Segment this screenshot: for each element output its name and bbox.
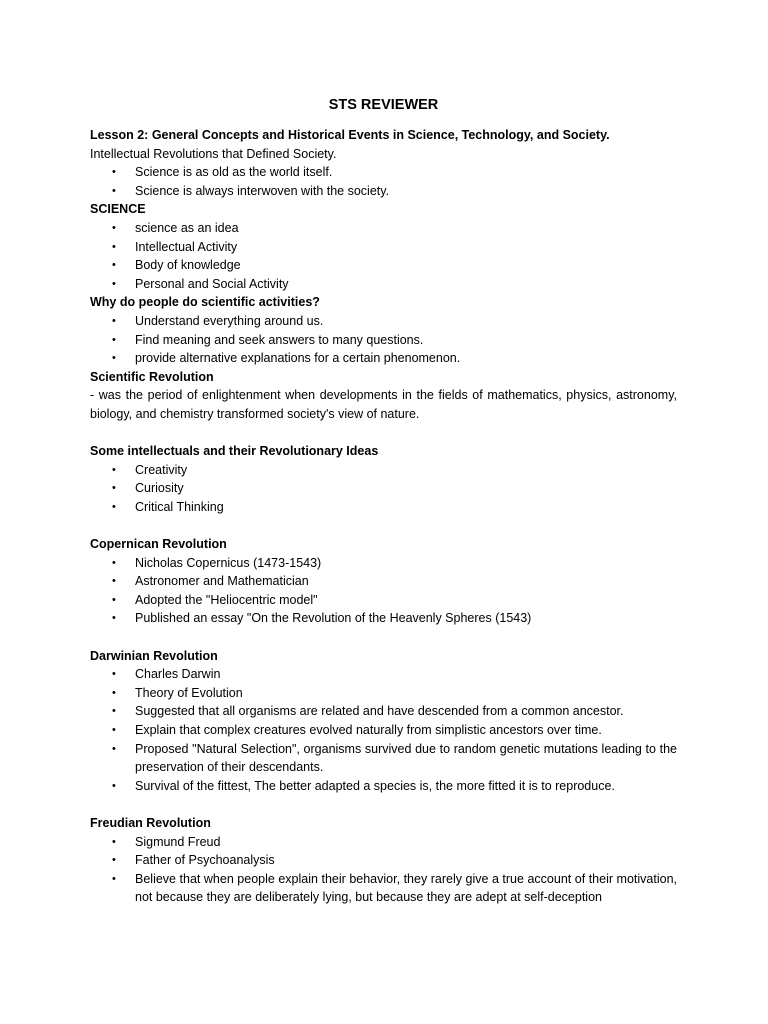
freudian-list xyxy=(90,833,677,907)
freudian-heading: Freudian Revolution xyxy=(90,815,211,830)
list-item-text: Sigmund Freud xyxy=(135,834,221,849)
list-item xyxy=(90,182,677,201)
list-item-text: Understand everything around us. xyxy=(135,313,324,328)
bullet-icon: • xyxy=(112,352,116,365)
list-item-text: Believe that when people explain their behavior, they rarely give a true account of their motivation, not because they are deliberately lying, but because they are adept at self-deception xyxy=(135,871,677,905)
bullet-icon: • xyxy=(112,742,116,755)
bullet-icon: • xyxy=(112,556,116,569)
why-heading: Why do people do scientific activities? xyxy=(90,295,320,310)
list-item xyxy=(90,275,677,294)
bullet-icon: • xyxy=(112,705,116,718)
list-item xyxy=(90,498,677,517)
list-item-text: Adopted the "Heliocentric model" xyxy=(135,592,318,607)
list-item xyxy=(90,851,677,870)
list-item xyxy=(90,572,677,591)
bullet-icon: • xyxy=(112,221,116,234)
list-item-text: Curiosity xyxy=(135,481,184,496)
list-item-text: Body of knowledge xyxy=(135,258,241,273)
document-title: STS REVIEWER xyxy=(328,97,439,113)
list-item-text: Survival of the fittest, The better adapted a species is, the more fitted it is to reproduce. xyxy=(135,778,615,793)
why-list xyxy=(90,312,677,368)
list-item xyxy=(90,702,677,721)
list-item xyxy=(90,219,677,238)
list-item xyxy=(90,331,677,350)
scientific-revolution-text: - was the period of enlightenment when developments in the fields of mathematics, physics, astronomy, biology, and chemistry transformed society's view of nature. xyxy=(90,388,677,421)
list-item-text: Proposed "Natural Selection", organisms survived due to random genetic mutations leading to the preservation of their descendants. xyxy=(135,741,677,775)
bullet-icon: • xyxy=(112,575,116,588)
bullet-icon: • xyxy=(112,482,116,495)
bullet-icon: • xyxy=(112,277,116,290)
list-item xyxy=(90,870,677,907)
bullet-icon: • xyxy=(112,724,116,736)
list-item-text: Critical Thinking xyxy=(135,499,224,514)
bullet-icon: • xyxy=(112,500,116,513)
science-list xyxy=(90,219,677,293)
bullet-icon: • xyxy=(112,333,116,346)
list-item-text: Suggested that all organisms are related and have descended from a common ancestor. xyxy=(135,704,624,719)
intro-text: Intellectual Revolutions that Defined Society. xyxy=(90,146,337,161)
spacer xyxy=(90,628,677,647)
scientific-revolution-heading: Scientific Revolution xyxy=(90,369,214,384)
list-item-text: Find meaning and seek answers to many questions. xyxy=(135,332,424,347)
list-item xyxy=(90,609,677,628)
list-item xyxy=(90,591,677,610)
bullet-icon: • xyxy=(112,259,116,272)
lesson-heading: Lesson 2: General Concepts and Historical Events in Science, Technology, and Society. xyxy=(90,128,610,142)
list-item-text: Nicholas Copernicus (1473-1543) xyxy=(135,555,322,570)
list-item xyxy=(90,665,677,684)
intellectuals-heading: Some intellectuals and their Revolutionary Ideas xyxy=(90,444,379,459)
bullet-icon: • xyxy=(112,593,116,606)
bullet-icon: • xyxy=(112,779,116,792)
list-item xyxy=(90,721,677,740)
science-heading: SCIENCE xyxy=(90,202,146,217)
list-item-text: science as an idea xyxy=(135,220,239,235)
list-item xyxy=(90,256,677,275)
list-item-text: Published an essay "On the Revolution of the Heavenly Spheres (1543) xyxy=(135,611,532,626)
list-item xyxy=(90,163,677,182)
bullet-icon: • xyxy=(112,668,116,681)
bullet-icon: • xyxy=(112,463,116,476)
list-item-text: Creativity xyxy=(135,462,188,477)
bullet-icon: • xyxy=(112,872,116,885)
list-item-text: Charles Darwin xyxy=(135,667,221,682)
copernican-list xyxy=(90,554,677,628)
list-item xyxy=(90,479,677,498)
list-item-text: Father of Psychoanalysis xyxy=(135,853,275,868)
bullet-icon: • xyxy=(112,854,116,867)
list-item-text: Science is as old as the world itself. xyxy=(135,165,333,180)
bullet-icon: • xyxy=(112,314,116,327)
list-item xyxy=(90,312,677,331)
bullet-icon: • xyxy=(112,612,116,625)
spacer xyxy=(90,424,677,443)
list-item-text: Explain that complex creatures evolved naturally from simplistic ancestors over time. xyxy=(135,723,602,737)
darwinian-list xyxy=(90,665,677,795)
bullet-icon: • xyxy=(112,184,116,197)
copernican-heading: Copernican Revolution xyxy=(90,537,227,552)
list-item xyxy=(90,833,677,852)
list-item-text: Theory of Evolution xyxy=(135,685,243,700)
list-item-text: Personal and Social Activity xyxy=(135,276,289,291)
bullet-icon: • xyxy=(112,686,116,699)
list-item-text: Science is always interwoven with the society. xyxy=(135,183,390,198)
intro-list xyxy=(90,163,677,200)
list-item xyxy=(90,461,677,480)
darwinian-heading: Darwinian Revolution xyxy=(90,648,218,663)
intellectuals-list xyxy=(90,461,677,517)
list-item-text: Intellectual Activity xyxy=(135,239,238,254)
list-item xyxy=(90,777,677,796)
list-item xyxy=(90,740,677,777)
bullet-icon: • xyxy=(112,166,116,179)
list-item xyxy=(90,349,677,368)
list-item xyxy=(90,238,677,257)
bullet-icon: • xyxy=(112,835,116,848)
list-item xyxy=(90,554,677,573)
document-page xyxy=(90,96,677,907)
bullet-icon: • xyxy=(112,240,116,253)
list-item-text: Astronomer and Mathematician xyxy=(135,574,309,589)
list-item xyxy=(90,684,677,703)
list-item-text: provide alternative explanations for a certain phenomenon. xyxy=(135,351,461,366)
spacer xyxy=(90,516,677,535)
spacer xyxy=(90,795,677,814)
